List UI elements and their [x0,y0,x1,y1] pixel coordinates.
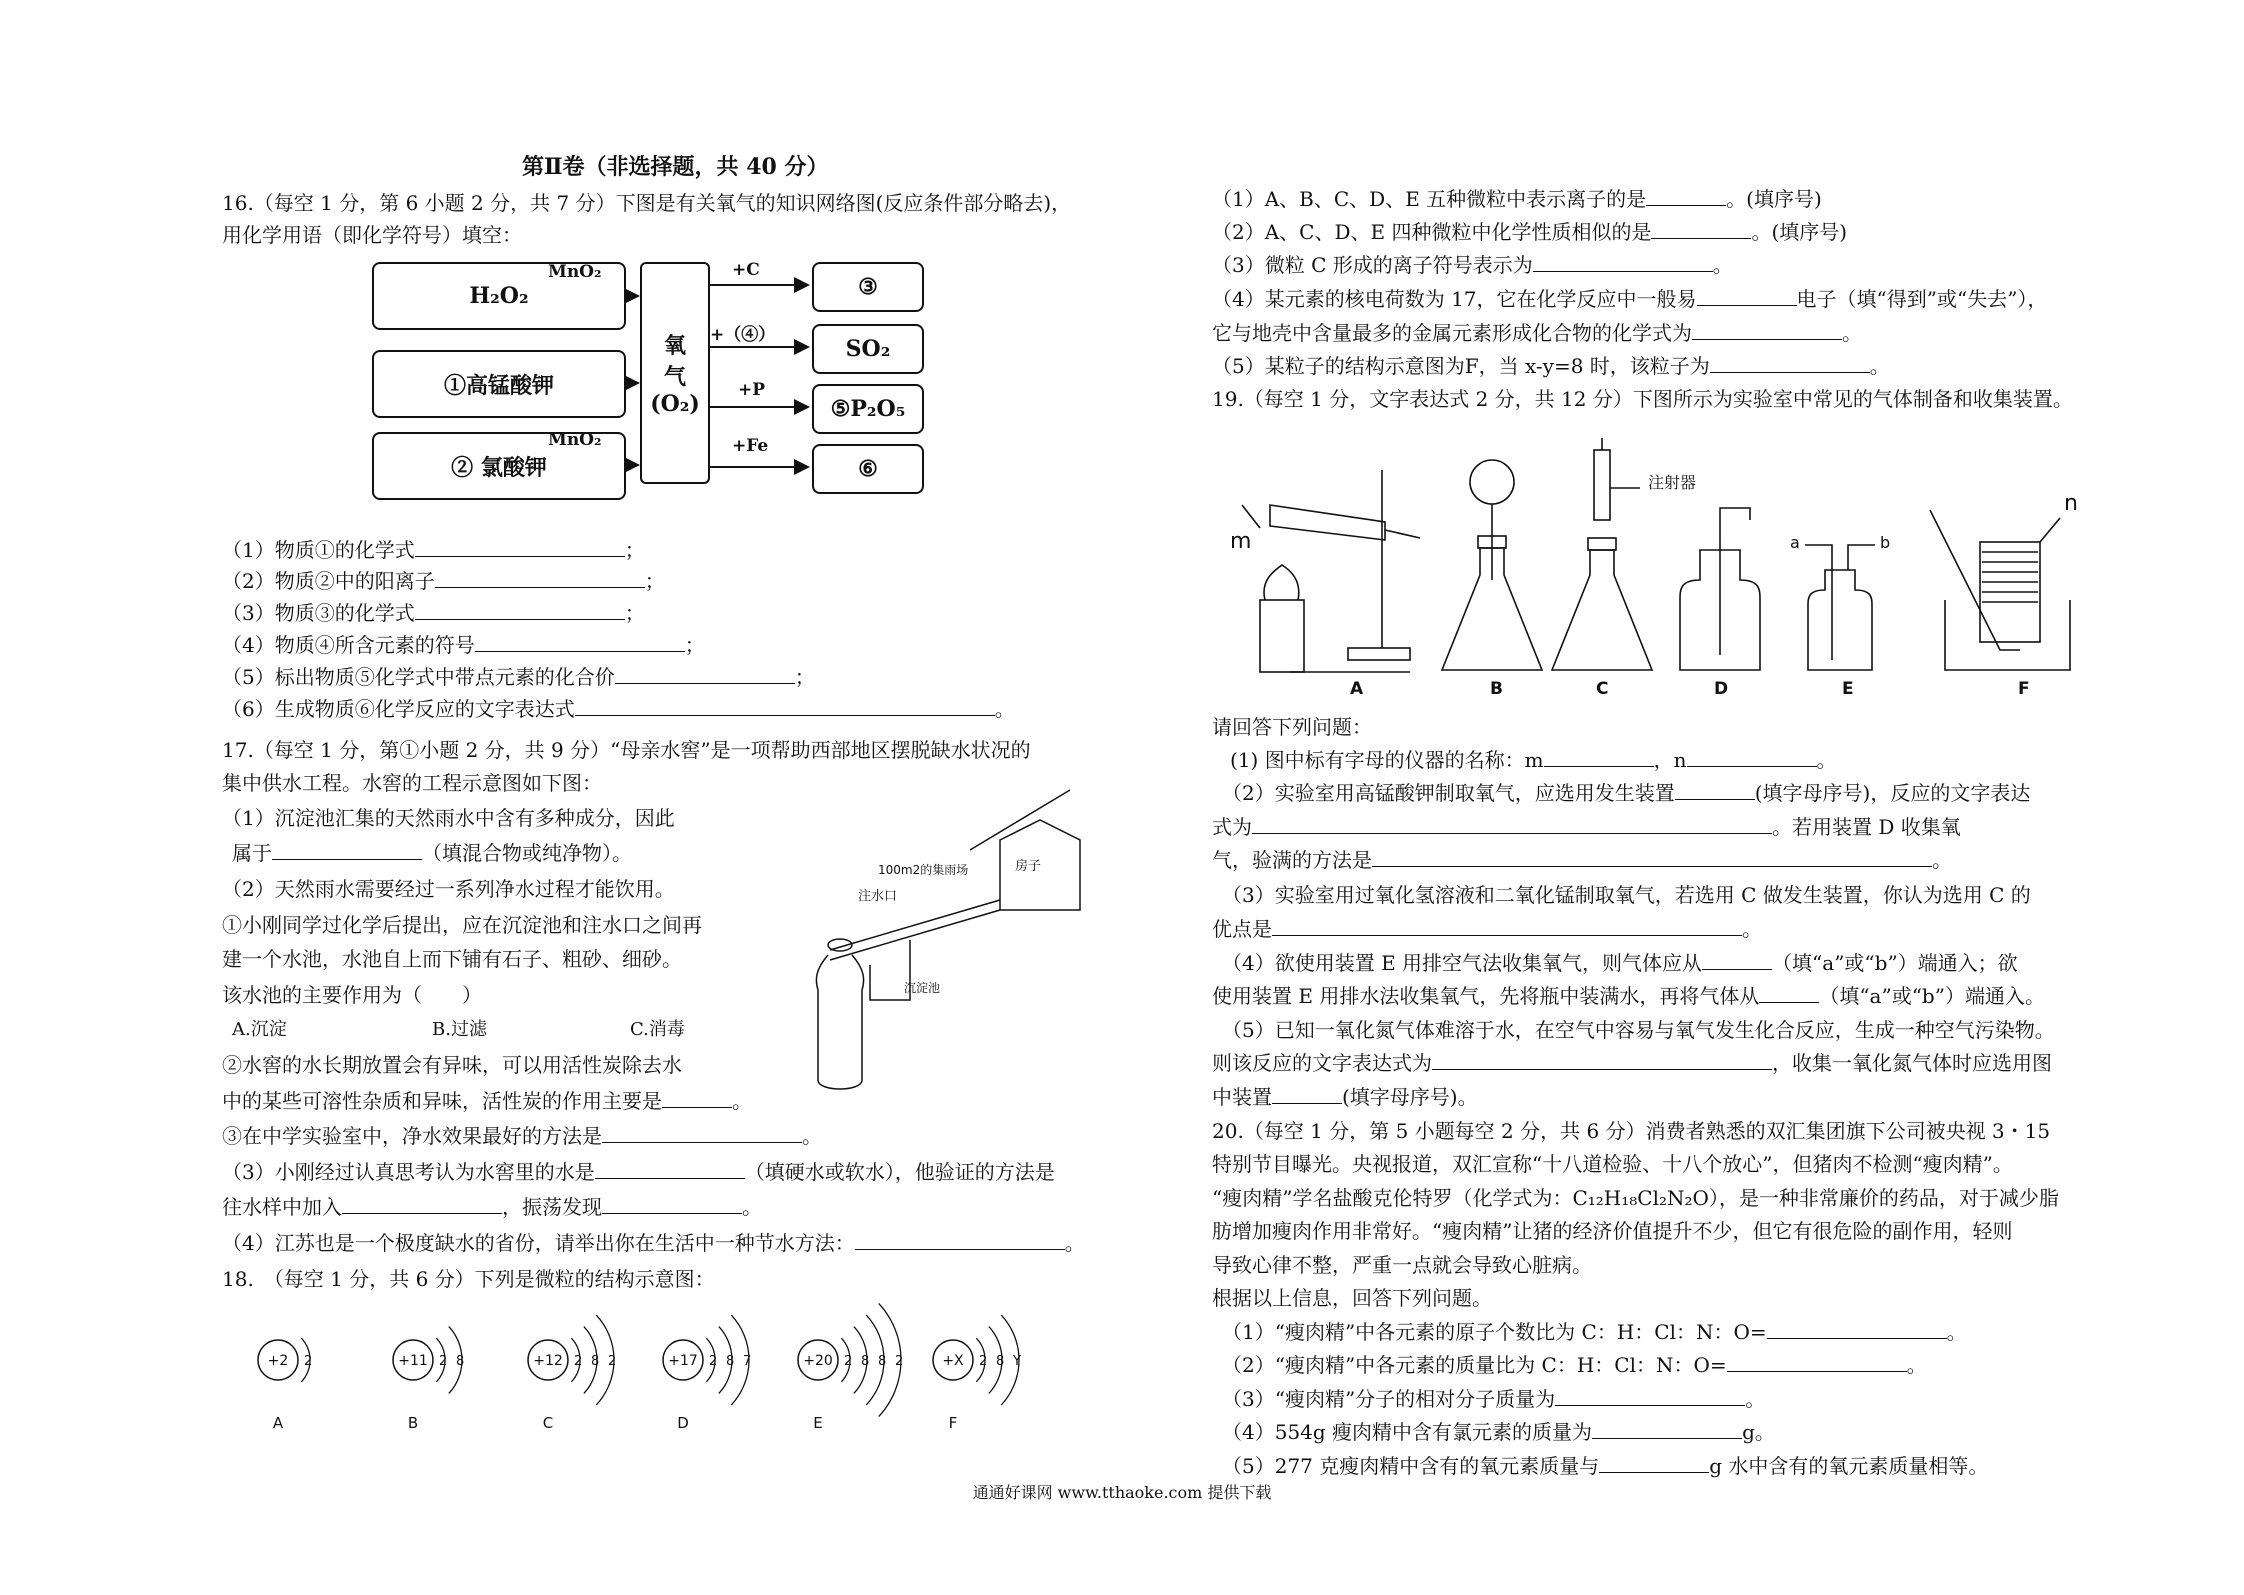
q19-line-8: 使用装置 E 用排水法收集氧气，先将瓶中装满水，再将气体从 （填“a”或“b”）端通入。 [1212,984,2045,1008]
label-a: a [1790,533,1800,552]
box-kclo3: ② 氯酸钾 [372,432,626,500]
footer: 通通好课网 www.tthaoke.com 提供下载 [972,1483,1272,1502]
particle-label: E [813,1414,823,1432]
apparatus-label-b: B [1490,679,1503,699]
water-cellar-figure [810,780,1090,1100]
q19-line-11: 中装置 (填字母序号)。 [1212,1085,1478,1109]
q19-line-6: 优点是 。 [1212,917,1762,941]
particle-d [663,1315,751,1432]
label-m: m [1230,529,1252,554]
q19-ask: 请回答下列问题： [1212,715,1372,739]
q16-item-4: （4）物质④所含元素的符号 ； [222,633,705,657]
water-trough [1945,600,2070,670]
label-b: b [1880,533,1891,552]
section-title: 第Ⅱ卷（非选择题，共 40 分） [522,154,829,180]
q18-intro: 18. （每空 1 分，共 6 分）下列是微粒的结构示意图： [222,1267,715,1291]
shell-electron-count: 2 [979,1354,988,1369]
alcohol-lamp [1264,565,1299,600]
label-mno2-bottom: MnO₂ [548,430,602,450]
q17-line-5: 建一个水池，水池自上而下铺有石子、粗砂、细砂。 [222,947,682,971]
q18-item-5: （5）某粒子的结构示意图为F，当 x-y=8 时，该粒子为 。 [1212,354,1890,378]
box-so2: SO₂ [812,324,924,374]
particle-b [393,1327,464,1432]
shell-electron-count: 2 [608,1354,617,1369]
bottle-e [1808,570,1872,670]
shell-electron-count: 8 [726,1354,735,1369]
figure-label-catchment: 100m2的集雨场 [878,863,969,877]
q20-item-2: （2）“瘦肉精”中各元素的质量比为 C：H：Cl：N：O= 。 [1222,1353,1927,1377]
shell-electron-count: Y [1013,1354,1021,1369]
shell-electron-count: 2 [844,1354,853,1369]
nucleus-charge: +12 [533,1353,563,1369]
figure-label-house: 房子 [1015,859,1042,874]
label-plus-fe: +Fe [732,436,769,456]
box-product-6: ⑥ [812,444,924,494]
q17-line-12: （4）江苏也是一个极度缺水的省份，请举出你在生活中一种节水方法： 。 [222,1231,1085,1255]
q17-line-6: 该水池的主要作用为（ ） [222,983,482,1007]
q17-option-a: A.沉淀 [232,1019,287,1040]
q16-intro-2: 用化学用语（即化学符号）填空： [222,223,522,247]
flask-c [1552,550,1652,670]
label-plus-p: +P [738,380,766,400]
particle-e [798,1303,903,1432]
q20-line-6: 根据以上信息，回答下列问题。 [1212,1286,1492,1310]
q18-item-1: （1）A、B、C、D、E 五种微粒中表示离子的是 。(填序号) [1212,187,1822,211]
delivery-tube [1930,510,2020,650]
shell-electron-count: 7 [743,1354,752,1369]
q20-line-3: “瘦肉精”学名盐酸克伦特罗（化学式为：C₁₂H₁₈Cl₂N₂O），是一种非常廉价的药品，对于减少脂 [1212,1186,2059,1210]
q17-intro-2: 集中供水工程。水窖的工程示意图如下图： [222,771,602,795]
oxygen-formula: (O₂) [650,391,700,417]
q20-item-3: （3）“瘦肉精”分子的相对分子质量为 。 [1222,1387,1766,1411]
particle-label: D [677,1414,689,1432]
q19-line-2: （2）实验室用高锰酸钾制取氧气，应选用发生装置 (填字母序号)，反应的文字表达 [1222,781,2031,805]
shell-electron-count: 2 [895,1354,904,1369]
box-p2o5: ⑤P₂O₅ [812,384,924,434]
q18-item-3: （3）微粒 C 形成的离子符号表示为 。 [1212,253,1733,277]
particle-label: F [948,1414,958,1432]
oxygen-char-1: 氧 [663,333,686,359]
figure-label-pool: 沉淀池 [904,981,941,995]
q20-line-4: 肪增加瘦肉作用非常好。“瘦肉精”让猪的经济价值提升不少，但它有很危险的副作用，轻则 [1212,1219,2013,1243]
q16-item-6: （6）生成物质⑥化学反应的文字表达式 。 [222,697,1015,721]
q16-item-2: （2）物质②中的阳离子 ； [222,569,665,593]
shell-electron-count: 8 [591,1354,600,1369]
particle-label: C [542,1414,554,1432]
q19-line-9: （5）已知一氧化氮气体难溶于水，在空气中容易与氧气发生化合反应，生成一种空气污染物。 [1222,1018,2055,1042]
shell-electron-count: 8 [878,1354,887,1369]
label-plus-c: +C [732,260,760,280]
particle-structure-diagrams [250,1300,1070,1440]
q19-line-4: 气，验满的方法是 。 [1212,848,1952,872]
shell-electron-count: 8 [861,1354,870,1369]
q20-line-2: 特别节目曝光。央视报道，双汇宣称“十八道检验、十八个放心”，但猪肉不检测“瘦肉精”。 [1212,1152,2013,1176]
q20-item-1: （1）“瘦肉精”中各元素的原子个数比为 C：H：Cl：N：O= 。 [1222,1320,1967,1344]
nucleus-charge: +20 [803,1353,833,1369]
q17-intro-1: 17.（每空 1 分，第①小题 2 分，共 9 分）“母亲水窖”是一项帮助西部地区摆脱缺水状况的 [222,738,1031,762]
figure-label-inlet: 注水口 [858,889,898,904]
label-mno2-top: MnO₂ [548,262,602,282]
q17-line-11: 往水样中加入 ，振荡发现 。 [222,1195,762,1219]
q19-line-7: （4）欲使用装置 E 用排空气法收集氧气，则气体应从 （填“a”或“b”）端通入；欲 [1222,951,2018,975]
particle-label: A [272,1414,284,1432]
shell-electron-count: 8 [996,1354,1005,1369]
particle-c [528,1315,616,1432]
q16-intro-1: 16.（每空 1 分，第 6 小题 2 分，共 7 分）下图是有关氧气的知识网络图(反应条件部分略去)， [222,191,1072,215]
q20-item-4: （4）554g 瘦肉精中含有氯元素的质量为 g。 [1222,1420,1775,1444]
nucleus-charge: +2 [267,1353,289,1369]
particle-f [933,1315,1021,1432]
apparatus-label-e: E [1842,679,1854,699]
nucleus-charge: +17 [668,1353,698,1369]
particle-a [258,1338,312,1432]
burner-block [1260,600,1304,672]
q17-line-7: ②水窖的水长期放置会有异味，可以用活性炭除去水 [222,1053,682,1077]
q20-item-5: （5）277 克瘦肉精中含有的氧元素质量与 g 水中含有的氧元素质量相等。 [1222,1454,1989,1478]
q18-item-4: （4）某元素的核电荷数为 17，它在化学反应中一般易 电子（填“得到”或“失去”）， [1212,287,2048,311]
q19-line-5: （3）实验室用过氧化氢溶液和二氧化锰制取氧气，若选用 C 做发生装置，你认为选用 C 的 [1222,883,2031,907]
syringe [1594,450,1610,520]
shell-electron-count: 8 [456,1354,465,1369]
particle-label: B [407,1414,419,1432]
q17-option-b: B.过滤 [432,1019,487,1040]
test-tube [1270,505,1385,540]
q17-line-10: （3）小刚经过认真思考认为水窖里的水是 （填硬水或软水），他验证的方法是 [222,1160,1055,1184]
label-syringe: 注射器 [1648,473,1697,492]
shell-electron-count: 2 [709,1354,718,1369]
q16-item-1: （1）物质①的化学式 ； [222,538,645,562]
q20-line-1: 20.（每空 1 分，第 5 小题每空 2 分，共 6 分）消费者熟悉的双汇集团旗下公司被央视 3・15 [1212,1119,2051,1143]
label-plus-4: +（④） [710,325,776,345]
q17-line-1: （1）沉淀池汇集的天然雨水中含有多种成分，因此 [222,806,675,830]
nucleus-charge: +X [942,1353,964,1369]
shell-electron-count: 2 [439,1354,448,1369]
q18-item-2: （2）A、C、D、E 四种微粒中化学性质相似的是 。(填序号) [1212,220,1848,244]
q19-intro: 19.（每空 1 分，文字表达式 2 分，共 12 分）下图所示为实验室中常见的气体制备和收集装置。 [1212,387,2073,411]
funnel-b [1470,460,1514,504]
apparatus-label-f: F [2018,679,2030,699]
q17-line-4: ①小刚同学过化学后提出，应在沉淀池和注水口之间再 [222,913,702,937]
apparatus-label-c: C [1596,679,1609,699]
shell-electron-count: 2 [574,1354,583,1369]
q17-line-2: 属于 （填混合物或纯净物）。 [232,841,632,865]
apparatus-label-d: D [1714,679,1729,699]
diagram-arrows [0,0,1000,520]
nucleus-charge: +11 [398,1353,428,1369]
apparatus-label-a: A [1350,679,1364,699]
gas-apparatus-figure [1230,430,2130,705]
q19-line-10: 则该反应的文字表达式为 ，收集一氧化氮气体时应选用图 [1212,1051,2052,1075]
q17-line-3: （2）天然雨水需要经过一系列净水过程才能饮用。 [222,877,675,901]
box-h2o2: H₂O₂ [372,262,626,330]
q19-line-1: (1) 图中标有字母的仪器的名称：m ，n 。 [1230,748,1837,772]
box-product-3: ③ [812,262,924,312]
q16-item-3: （3）物质③的化学式 ； [222,601,645,625]
q17-line-9: ③在中学实验室中，净水效果最好的方法是 。 [222,1124,822,1148]
oxygen-char-2: 气 [663,364,686,390]
q17-option-c: C.消毒 [630,1019,685,1040]
q20-line-5: 导致心律不整，严重一点就会导致心脏病。 [1212,1253,1592,1277]
box-kmno4: ①高锰酸钾 [372,350,626,418]
q16-item-5: （5）标出物质⑤化学式中带点元素的化合价 ； [222,665,815,689]
q19-line-3: 式为 。若用装置 D 收集氧 [1212,815,1961,839]
label-n: n [2064,491,2078,516]
q18-item-4b: 它与地壳中含量最多的金属元素形成化合物的化学式为 。 [1212,321,1862,345]
q17-line-8: 中的某些可溶性杂质和异味，活性炭的作用主要是 。 [222,1089,752,1113]
shell-electron-count: 2 [304,1354,313,1369]
